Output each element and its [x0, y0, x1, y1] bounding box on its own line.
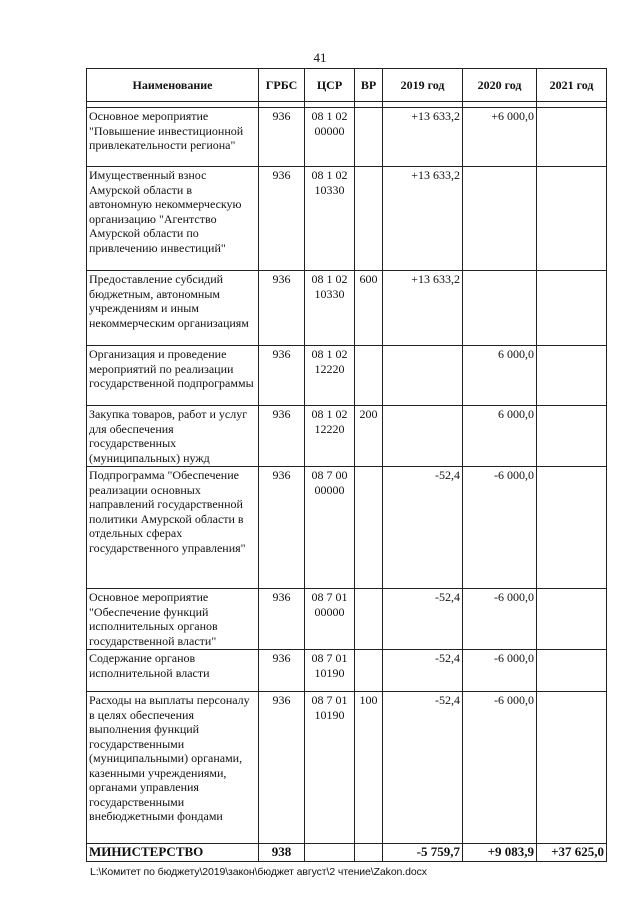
table-row	[87, 108, 607, 167]
row-name: Закупка товаров, работ и услуг для обеспечения государственных (муниципальных) нужд	[87, 406, 259, 467]
table-row	[87, 271, 607, 346]
row-2020: -6 000,0	[463, 692, 537, 844]
row-vr: 600	[355, 271, 383, 346]
row-csr: 08 1 02 00000	[305, 108, 355, 167]
header-csr: ЦСР	[305, 69, 355, 102]
row-2019: -52,4	[383, 589, 463, 650]
row-2021	[537, 167, 607, 271]
row-csr: 08 7 01 10190	[305, 650, 355, 692]
row-vr: 200	[355, 406, 383, 467]
row-2020	[463, 167, 537, 271]
total-2020: +9 083,9	[463, 844, 537, 862]
row-csr: 08 1 02 10330	[305, 167, 355, 271]
row-2019: -52,4	[383, 650, 463, 692]
header-2019: 2019 год	[383, 69, 463, 102]
row-2019: -52,4	[383, 467, 463, 589]
row-2019: -52,4	[383, 692, 463, 844]
row-vr	[355, 167, 383, 271]
header-2020: 2020 год	[463, 69, 537, 102]
row-2021	[537, 692, 607, 844]
total-vr	[355, 844, 383, 862]
row-2021	[537, 271, 607, 346]
row-2021	[537, 589, 607, 650]
row-2019: +13 633,2	[383, 167, 463, 271]
total-grbs: 938	[259, 844, 305, 862]
row-name: Основное мероприятие "Обеспечение функций исполнительных органов государственной власти"	[87, 589, 259, 650]
total-csr	[305, 844, 355, 862]
row-name: Организация и проведение мероприятий по реализации государственной подпрограммы	[87, 346, 259, 406]
header-name: Наименование	[87, 69, 259, 102]
row-2021	[537, 406, 607, 467]
row-csr: 08 7 00 00000	[305, 467, 355, 589]
row-csr: 08 7 01 10190	[305, 692, 355, 844]
row-2021	[537, 108, 607, 167]
row-grbs: 936	[259, 692, 305, 844]
row-vr	[355, 467, 383, 589]
row-2020: -6 000,0	[463, 467, 537, 589]
row-2021	[537, 346, 607, 406]
row-vr	[355, 346, 383, 406]
table-row	[87, 167, 607, 271]
total-2019: -5 759,7	[383, 844, 463, 862]
row-vr	[355, 589, 383, 650]
row-grbs: 936	[259, 406, 305, 467]
row-2019: +13 633,2	[383, 271, 463, 346]
row-grbs: 936	[259, 650, 305, 692]
table-row	[87, 346, 607, 406]
row-grbs: 936	[259, 346, 305, 406]
row-grbs: 936	[259, 467, 305, 589]
row-name: Предоставление субсидий бюджетным, автономным учреждениям и иным некоммерческим организациям	[87, 271, 259, 346]
row-2020: 6 000,0	[463, 346, 537, 406]
table-row	[87, 406, 607, 467]
row-2020	[463, 271, 537, 346]
row-name: Имущественный взнос Амурской области в автономную некоммерческую организацию "Агентство Амурской области по привлечению инвестиций"	[87, 167, 259, 271]
row-2021	[537, 650, 607, 692]
row-2020: +6 000,0	[463, 108, 537, 167]
total-row	[87, 844, 607, 862]
row-vr	[355, 650, 383, 692]
total-name: МИНИСТЕРСТВО	[87, 844, 259, 862]
row-name: Основное мероприятие "Повышение инвестиционной привлекательности региона"	[87, 108, 259, 167]
row-csr: 08 1 02 10330	[305, 271, 355, 346]
footer-file-path: L:\Комитет по бюджету\2019\закон\бюджет август\2 чтение\Zakon.docx	[90, 866, 427, 878]
row-csr: 08 1 02 12220	[305, 346, 355, 406]
row-name: Расходы на выплаты персоналу в целях обеспечения выполнения функций государственными (муниципальными) органами, казенными учреждениями, органами управления государственными внебюджетными фондами	[87, 692, 259, 844]
table-row	[87, 692, 607, 844]
row-vr	[355, 108, 383, 167]
header-2021: 2021 год	[537, 69, 607, 102]
row-name: Содержание органов исполнительной власти	[87, 650, 259, 692]
table-row	[87, 467, 607, 589]
row-2020: 6 000,0	[463, 406, 537, 467]
table-header-row	[87, 69, 607, 102]
table-row	[87, 650, 607, 692]
row-vr: 100	[355, 692, 383, 844]
row-2019	[383, 346, 463, 406]
row-2021	[537, 467, 607, 589]
row-name: Подпрограмма "Обеспечение реализации основных направлений государственной политики Амурской области в отдельных сферах государственного управления"	[87, 467, 259, 589]
table-row	[87, 589, 607, 650]
row-grbs: 936	[259, 167, 305, 271]
header-vr: ВР	[355, 69, 383, 102]
row-2020: -6 000,0	[463, 589, 537, 650]
total-2021: +37 625,0	[537, 844, 607, 862]
page-number: 41	[313, 50, 327, 65]
row-csr: 08 1 02 12220	[305, 406, 355, 467]
row-grbs: 936	[259, 271, 305, 346]
row-2019: +13 633,2	[383, 108, 463, 167]
row-grbs: 936	[259, 589, 305, 650]
row-2020: -6 000,0	[463, 650, 537, 692]
header-grbs: ГРБС	[259, 69, 305, 102]
budget-table	[86, 68, 607, 862]
row-csr: 08 7 01 00000	[305, 589, 355, 650]
row-2019	[383, 406, 463, 467]
row-grbs: 936	[259, 108, 305, 167]
